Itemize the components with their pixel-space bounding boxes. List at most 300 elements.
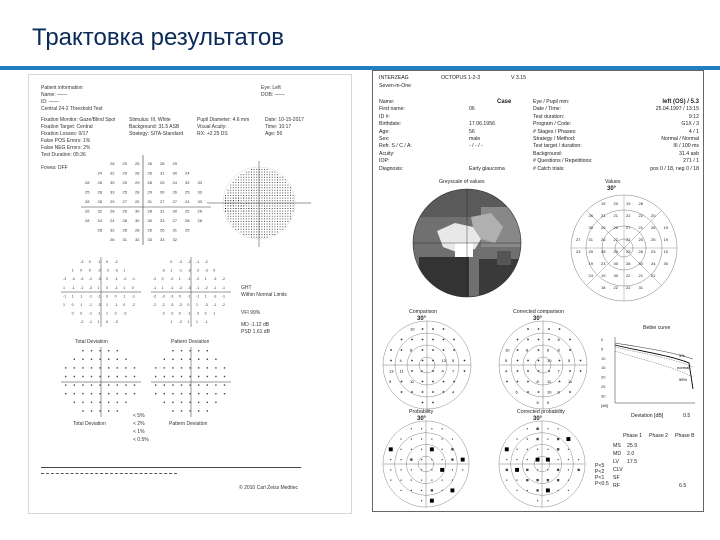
polar-value: 25 <box>638 237 643 242</box>
polar-value: 28 <box>601 249 606 254</box>
probability-symbol <box>215 376 216 377</box>
probability-symbol <box>389 447 393 451</box>
probability-symbol <box>442 438 443 439</box>
polar-value: 30 <box>588 225 593 230</box>
greyscale-dot <box>274 195 275 196</box>
deviation-value: 0 <box>123 303 126 307</box>
octopus-report <box>372 70 704 512</box>
deviation-value: 1 <box>204 277 207 282</box>
greyscale-dot <box>228 205 229 206</box>
probability-symbol <box>431 459 432 460</box>
deviation-value: -1 <box>88 294 93 299</box>
greyscale-dot <box>256 231 257 232</box>
greyscale-dot <box>251 218 252 219</box>
probability-symbol <box>421 480 422 481</box>
deviation-value: 1 <box>123 285 126 290</box>
greyscale-dot <box>228 198 229 199</box>
prob-legend-item: P<5 <box>595 463 605 469</box>
greyscale-dot <box>246 216 247 217</box>
patient-field-key: Age: <box>379 128 390 135</box>
greyscale-dot <box>282 226 283 227</box>
probability-symbol <box>164 359 165 360</box>
greyscale-dot <box>238 190 239 191</box>
probability-symbol <box>578 469 580 471</box>
probability-symbol <box>421 438 422 439</box>
probability-symbol <box>536 428 538 430</box>
probability-symbol <box>400 469 401 470</box>
pattern-deviation-probability <box>151 347 231 417</box>
probability-symbol <box>566 437 570 441</box>
test-field-value: pos 0 / 18, neg 0 / 18 <box>650 165 699 172</box>
greyscale-dot <box>248 195 249 196</box>
comparison-dot <box>569 370 571 372</box>
deviation-value: -2 <box>106 268 110 273</box>
octopus-version: V 3.15 <box>511 75 526 81</box>
deviation-value: 0 <box>178 294 181 299</box>
comparison-value: 7 <box>452 368 455 374</box>
deviation-value: -1 <box>114 285 118 290</box>
footer-divider-2 <box>41 473 177 474</box>
greyscale-dot <box>241 200 242 201</box>
probability-symbol <box>207 393 208 394</box>
greyscale-dot <box>228 213 229 214</box>
greyscale-dot <box>269 216 270 217</box>
greyscale-dot <box>282 208 283 209</box>
greyscale-dot <box>267 192 268 193</box>
greyscale-dot <box>285 179 286 180</box>
comparison-dot <box>527 339 529 341</box>
greyscale-dot <box>274 211 275 212</box>
greyscale-disc <box>411 187 523 299</box>
probability-symbol <box>91 393 92 394</box>
deviation-value: -2 <box>153 303 157 307</box>
greyscale-dot <box>267 218 268 219</box>
greyscale-dot <box>287 195 288 196</box>
greyscale-dot <box>248 211 249 212</box>
deviation-value: -3 <box>80 277 84 282</box>
probability-symbol <box>74 376 75 377</box>
threshold-value: 28 <box>97 189 102 195</box>
greyscale-dot <box>280 229 281 230</box>
corrected-probability-angle: 30° <box>533 416 543 422</box>
greyscale-dot <box>280 213 281 214</box>
greyscale-dot <box>274 205 275 206</box>
greyscale-dot <box>261 182 262 183</box>
greyscale-dot <box>235 192 236 193</box>
probability-symbol <box>117 350 118 351</box>
probability-symbol <box>537 469 538 470</box>
greyscale-dot <box>290 205 291 206</box>
threshold-value: 26 <box>97 180 102 185</box>
greyscale-dot <box>280 195 281 196</box>
greyscale-dot <box>256 195 257 196</box>
probability-symbol <box>134 376 135 377</box>
greyscale-dot <box>233 187 234 188</box>
probability-symbol <box>108 393 109 394</box>
probability-symbol <box>411 480 412 481</box>
test-field-key: Date / Time: <box>533 106 561 113</box>
greyscale-dot <box>256 198 257 199</box>
probability-symbol <box>461 458 465 462</box>
greyscale-dot <box>274 177 275 178</box>
probability-angle: 30° <box>417 416 427 422</box>
polar-value: 31 <box>601 213 606 218</box>
greyscale-dot <box>254 179 255 180</box>
greyscale-dot <box>230 185 231 186</box>
probability-symbol <box>82 402 83 403</box>
greyscale-dot <box>235 195 236 196</box>
header-line-3: ID: —— <box>41 99 59 105</box>
greyscale-dot <box>225 205 226 206</box>
greyscale-dot <box>238 216 239 217</box>
probability-symbol <box>74 393 75 394</box>
comparison-dot <box>432 381 434 383</box>
greyscale-dot <box>287 198 288 199</box>
param-13: Date: 10-15-2017 <box>265 117 304 123</box>
probability-symbol <box>557 469 559 471</box>
threshold-value: 30 <box>135 218 140 223</box>
greyscale-dot <box>251 169 252 170</box>
threshold-value: 33 <box>160 237 165 242</box>
deviation-value: -2 <box>161 311 165 316</box>
greyscale-dot <box>277 174 278 175</box>
deviation-value: 1 <box>80 294 83 299</box>
greyscale-dot <box>274 187 275 188</box>
deviation-value: 1 <box>63 285 65 290</box>
probability-symbol <box>557 448 559 450</box>
deviation-value: -3 <box>71 277 75 282</box>
greyscale-dot <box>282 200 283 201</box>
greyscale-dot <box>235 205 236 206</box>
greyscale-dot <box>293 208 294 209</box>
deviation-value: -2 <box>170 277 174 282</box>
greyscale-dot <box>267 208 268 209</box>
greyscale-dot <box>261 226 262 227</box>
comparison-value: 7 <box>557 368 560 374</box>
probability-symbol <box>536 438 538 440</box>
threshold-value: 28 <box>185 218 190 223</box>
greyscale-dot <box>243 182 244 183</box>
probability-symbol <box>82 376 83 377</box>
greyscale-dot <box>287 190 288 191</box>
threshold-value: 26 <box>172 189 177 195</box>
greyscale-dot <box>282 205 283 206</box>
polar-value: 21 <box>613 213 618 218</box>
comparison-dot <box>527 370 529 372</box>
greyscale-dot <box>264 190 265 191</box>
greyscale-dot <box>246 234 247 235</box>
ght-value: Within Normal Limits <box>241 292 287 298</box>
deviation-value: -1 <box>187 294 191 299</box>
greyscale-dot <box>230 208 231 209</box>
param-1: Fixation Monitor: Gaze/Blind Spot <box>41 117 116 123</box>
greyscale-dot <box>243 179 244 180</box>
greyscale-dot <box>238 221 239 222</box>
greyscale-dot <box>290 195 291 196</box>
greyscale-dot <box>287 185 288 186</box>
comparison-dot <box>443 339 445 341</box>
polar-value: 28 <box>638 201 643 206</box>
prob-legend-item: P<1 <box>595 475 605 481</box>
deviation-value: 0 <box>106 320 108 325</box>
greyscale-dot <box>274 224 275 225</box>
probability-symbol <box>547 428 548 429</box>
threshold-value: 28 <box>85 199 90 204</box>
test-field-value: 31.4 asb <box>679 150 699 157</box>
probability-symbol <box>125 376 126 377</box>
comparison-value: 11 <box>568 379 573 384</box>
greyscale-dot <box>261 179 262 180</box>
greyscale-dot <box>251 221 252 222</box>
greyscale-dot <box>274 174 275 175</box>
threshold-value: 28 <box>135 189 140 195</box>
greyscale-dot <box>274 213 275 214</box>
greyscale-dot <box>238 208 239 209</box>
probability-symbol <box>411 438 412 439</box>
greyscale-dot <box>238 226 239 227</box>
probability-symbol <box>547 479 549 481</box>
greyscale-dot <box>285 224 286 225</box>
greyscale-dot <box>233 211 234 212</box>
deviation-value: -3 <box>213 294 217 299</box>
greyscale-dot <box>225 211 226 212</box>
polar-value: 26 <box>651 225 656 230</box>
probability-symbol <box>452 480 453 481</box>
greyscale-dot <box>264 182 265 183</box>
comparison-dot <box>422 402 424 404</box>
deviation-value: -2 <box>170 311 174 316</box>
probability-symbol <box>440 468 444 472</box>
greyscale-dot <box>277 213 278 214</box>
probability-symbol <box>400 490 401 491</box>
probability-symbol <box>547 449 548 450</box>
comparison-dot <box>464 370 466 372</box>
greyscale-dot <box>290 208 291 209</box>
threshold-value: 25 <box>185 208 190 214</box>
probability-symbol <box>91 350 92 351</box>
greyscale-dot <box>280 187 281 188</box>
threshold-value: 32 <box>135 237 140 242</box>
header-dob: DOB: —— <box>261 92 285 98</box>
greyscale-dot <box>272 177 273 178</box>
comparison-value: 11 <box>547 379 552 384</box>
greyscale-dot <box>264 229 265 230</box>
greyscale-dot <box>293 200 294 201</box>
greyscale-dot <box>233 205 234 206</box>
greyscale-dot <box>246 208 247 209</box>
greyscale-dot <box>235 185 236 186</box>
greyscale-dot <box>256 211 257 212</box>
threshold-value: 28 <box>122 227 127 233</box>
threshold-value: 28 <box>97 227 102 233</box>
comparison-dot <box>527 391 529 393</box>
threshold-value: 29 <box>110 199 115 204</box>
comparison-dot <box>548 339 550 341</box>
greyscale-dot <box>251 234 252 235</box>
polar-value: 21 <box>638 225 643 230</box>
probability-symbol <box>411 449 412 450</box>
greyscale-dot <box>274 231 275 232</box>
phase-header: Phase 2 <box>649 433 669 439</box>
corrected-comparison-angle: 30° <box>533 316 543 322</box>
fovea-text: Fovea: OFF <box>41 165 68 171</box>
comparison-value: 10 <box>505 347 510 353</box>
comparison-dot <box>432 391 434 393</box>
probability-symbol <box>390 469 391 470</box>
patient-field-value: Case <box>497 99 512 105</box>
probability-symbol <box>462 469 463 470</box>
greyscale-dot <box>230 211 231 212</box>
threshold-value: 25 <box>160 180 165 185</box>
probability-symbol <box>526 479 528 481</box>
greyscale-dot <box>228 208 229 209</box>
deviation-value: 0 <box>71 303 74 307</box>
patient-field-value: 06 <box>469 106 475 113</box>
probability-symbol <box>99 393 100 394</box>
deviation-value: -3 <box>170 303 174 307</box>
greyscale-dot <box>285 213 286 214</box>
greyscale-dot <box>251 190 252 191</box>
probability-symbol <box>117 384 118 385</box>
greyscale-dot <box>256 205 257 206</box>
deviation-value: -3 <box>63 277 67 282</box>
greyscale-dot <box>272 190 273 191</box>
threshold-value: 26 <box>122 208 127 214</box>
probability-symbol <box>410 458 412 460</box>
greyscale-dot <box>241 221 242 222</box>
threshold-value: 29 <box>147 189 152 195</box>
greyscale-dot <box>248 185 249 186</box>
comparison-dot <box>538 339 540 341</box>
greyscale-dot <box>238 177 239 178</box>
probability-symbol <box>117 367 118 368</box>
greyscale-dot <box>228 190 229 191</box>
deviation-value: -1 <box>88 311 93 316</box>
deviation-value: -1 <box>80 285 84 290</box>
probability-symbol <box>215 393 216 394</box>
probability-symbol <box>527 459 528 460</box>
probability-symbol <box>181 393 182 394</box>
comparison-dot <box>432 339 434 341</box>
greyscale-dot <box>269 177 270 178</box>
greyscale-dot <box>261 169 262 170</box>
threshold-value: 29 <box>122 170 127 176</box>
greyscale-dot <box>254 182 255 183</box>
phase-cell: 17.5 <box>627 459 638 465</box>
deviation-value: -3 <box>114 268 118 273</box>
deviation-value: 1 <box>161 285 164 290</box>
greyscale-dot <box>285 187 286 188</box>
threshold-value: 32 <box>110 170 115 176</box>
greyscale-dot <box>285 205 286 206</box>
deviation-value: 1 <box>71 268 74 273</box>
threshold-value: 31 <box>147 199 152 204</box>
greyscale-dot <box>256 216 257 217</box>
comparison-dot <box>422 381 424 383</box>
greyscale-dot <box>235 198 236 199</box>
greyscale-dot <box>256 237 257 238</box>
greyscale-dot <box>264 216 265 217</box>
greyscale-dot <box>282 198 283 199</box>
phase-cell: CLV <box>613 467 623 473</box>
greyscale-dot <box>235 200 236 201</box>
greyscale-dot <box>246 226 247 227</box>
comparison-dot <box>517 339 519 341</box>
probability-symbol <box>546 488 550 492</box>
greyscale-dot <box>261 229 262 230</box>
comparison-dot <box>422 328 424 330</box>
greyscale-dot <box>251 226 252 227</box>
greyscale-dot <box>282 213 283 214</box>
bebie-legend-normal: normal <box>677 365 690 370</box>
greyscale-dot <box>233 226 234 227</box>
greyscale-dot <box>233 182 234 183</box>
probability-symbol <box>134 393 135 394</box>
deviation-value: -1 <box>97 294 101 299</box>
greyscale-dot <box>277 229 278 230</box>
probability-symbol <box>411 469 412 470</box>
greyscale-dot <box>251 192 252 193</box>
greyscale-dot <box>282 190 283 191</box>
threshold-value: 33 <box>147 237 152 242</box>
comparison-value: 4 <box>399 358 402 363</box>
probability-symbol <box>164 402 165 403</box>
greyscale-dot <box>256 226 257 227</box>
probability-symbol <box>198 359 199 360</box>
index-md: MD -1.12 dB <box>241 322 270 328</box>
greyscale-dot <box>254 216 255 217</box>
greyscale-dot <box>243 226 244 227</box>
deviation-value: -3 <box>178 285 183 290</box>
greyscale-dot <box>254 218 255 219</box>
deviation-value: 1 <box>170 268 173 273</box>
greyscale-dot <box>246 179 247 180</box>
probability-symbol <box>431 438 432 439</box>
greyscale-dot <box>287 216 288 217</box>
comparison-dot <box>432 349 434 351</box>
greyscale-dot <box>285 208 286 209</box>
threshold-value: 26 <box>160 227 165 233</box>
probability-symbol <box>215 384 216 385</box>
deviation-value: -2 <box>204 285 208 290</box>
greyscale-dot <box>248 229 249 230</box>
greyscale-dot <box>261 198 262 199</box>
threshold-value: 25 <box>185 189 190 195</box>
greyscale-dot <box>264 218 265 219</box>
patient-field-key: Sex: <box>379 136 390 142</box>
greyscale-dot <box>277 177 278 178</box>
probability-symbol <box>181 402 182 403</box>
greyscale-dot <box>256 172 257 173</box>
greyscale-dot <box>256 229 257 230</box>
deviation-value: 1 <box>204 294 207 299</box>
bebie-tick: 10 <box>601 355 606 361</box>
comparison-dot <box>401 349 403 351</box>
probability-symbol <box>99 350 100 351</box>
deviation-value: 0 <box>213 268 216 273</box>
probability-symbol <box>516 459 517 460</box>
greyscale-dot <box>267 213 268 214</box>
greyscale-dot <box>246 221 247 222</box>
deviation-value: -3 <box>178 303 183 307</box>
threshold-value: 28 <box>110 161 115 166</box>
threshold-value: 28 <box>160 161 165 166</box>
greyscale-dot <box>274 200 275 201</box>
greyscale-dot <box>230 192 231 193</box>
greyscale-dot <box>285 195 286 196</box>
corrected-probability-title: Corrected probability <box>517 409 565 415</box>
bebie-tick: 0 <box>601 337 604 342</box>
